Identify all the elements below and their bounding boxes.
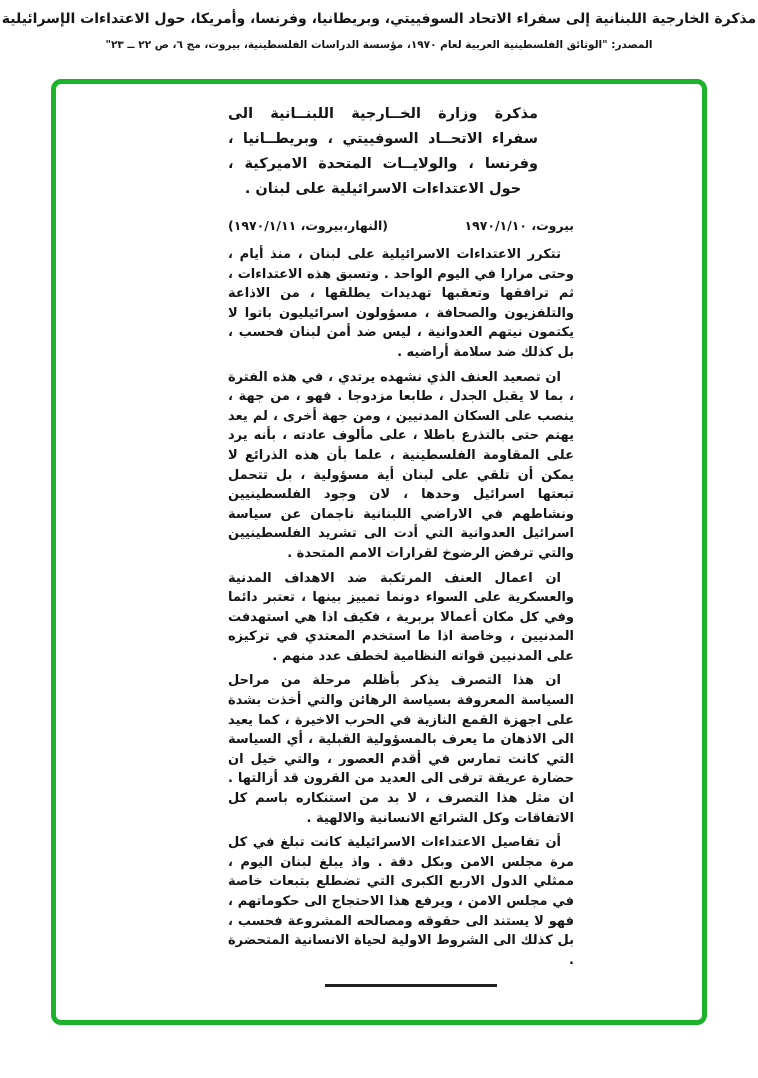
memo-header [0, 8, 758, 53]
dateline-newspaper-ref: (النهار،بيروت، ١٩٧٠/١/١١) [228, 218, 388, 233]
paragraph-5: أن تفاصيل الاعتداءات الاسرائيلية كانت تبلغ في كل مرة مجلس الامن وبكل دقة . واذ يبلغ لبنان اليوم ، ممثلي الدول الاربع الكبرى التي تضطلع بتبعات خاصة في مجلس الامن ، ويرفع هذا الاحتجاج الى حكوماتهم ، فهو لا يستند الى حقوقه ومصالحه المشروعة فحسب ، بل كذلك الى الشروط الاولية لحياة الانسانية المتحضرة . [228, 835, 574, 968]
paragraph-1: تتكرر الاعتداءات الاسرائيلية على لبنان ، منذ أيام ، وحتى مرارا في اليوم الواحد . وتسبق هذه الاعتداءات ، ثم ترافقها وتعقبها تهديدات يطلقها ، من الاذاعة والتلفزيون والصحافة ، مسؤولون اسرائيليون باتوا لا يكتمون نيتهم العدوانية ، ليس ضد أمن لبنان فحسب ، بل كذلك ضد سلامة أراضيه . [228, 247, 574, 360]
paragraph-2: ان تصعيد العنف الذي نشهده يرتدي ، في هذه الفترة ، بما لا يقبل الجدل ، طابعا مزدوجا . فهو ، من جهة ، ينصب على السكان المدنيين ، ومن جهة أخرى ، لم يعد يهتم حتى بالتذرع باطلا ، على مألوف عادته ، بأنه يرد على المقاومة الفلسطينية ، علما بأن هذه الذرائع لا يمكن أن تلقي على لبنان أية مسؤولية ، بل تتحمل تبعتها اسرائيل وحدها ، لان وجود الفلسطينيين ونشاطهم في الاراضي اللبنانية ناجمان عن سياسة اسرائيل العدوانية التي أدت الى تشريد الفلسطينيين والتي ترفض الرضوخ لقرارات الامم المتحدة . [228, 369, 574, 561]
memo-headline: مذكرة الخارجية اللبنانية إلى سفراء الاتحاد السوفييتي، وبريطانيا، وفرنسا، وأمريكا، حول الاعتداءات الإسرائيلية [1, 11, 757, 27]
memo-source-citation: المصدر: "الوثائق الفلسطينية العربية لعام ١٩٧٠، مؤسسة الدراسات الفلسطينية، بيروت، مج ٦، ص ٢٢ ــ ٢٣" [105, 39, 653, 51]
document-body [228, 102, 574, 987]
dateline-place-date: بيروت، ١٩٧٠/١/١٠ [464, 218, 574, 233]
end-divider-rule [325, 984, 497, 987]
paragraph-3: ان اعمال العنف المرتكبة ضد الاهداف المدنية والعسكرية على السواء دونما تمييز بينها ، تعتبر دائما وفي كل مكان أعمالا بربرية ، فكيف اذا هي استهدفت المدنيين ، وخاصة اذا ما استخدم المعتدي في تركيزه على المدنيين قواته النظامية لخطف عدد منهم . [228, 570, 574, 664]
document-frame [51, 79, 707, 1025]
dateline-row [228, 218, 574, 233]
paragraph-4: ان هذا التصرف يذكر بأظلم مرحلة من مراحل السياسة المعروفة بسياسة الرهائن والتي أخذت بشدة على اجهزة القمع النازية في الحرب الاخيرة ، كما يعيد الى الاذهان ما يعرف بالمسؤولية القبلية ، أي السياسة التي كانت تمارس في أقدم العصور ، والتي خيل ان حضارة عريقة ترقى الى العديد من القرون قد أزالتها . ان مثل هذا التصرف ، لا بد من استنكاره باسم كل الاتفاقات وكل الشرائع الانسانية والالهية . [228, 673, 574, 826]
document-title: مذكرة وزارة الخــارجية اللبنــانية الى سفراء الاتحــاد السوفييتي ، وبريطــانيا ، وفرنسا ، والولايــات المتحدة الاميركية ، حول الاعتداءات الاسرائيلية على لبنان . [228, 106, 538, 197]
